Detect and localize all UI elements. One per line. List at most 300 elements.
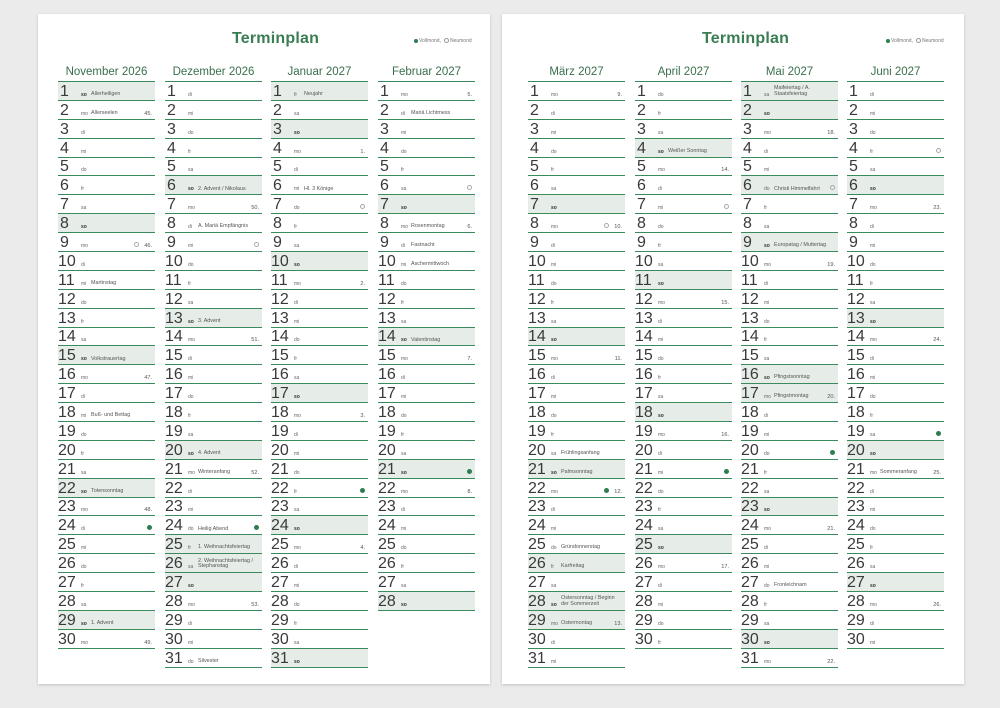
day-number: 7 [637,196,646,214]
holiday-label: Maifeiertag / A. Staatsfeiertag [774,85,810,98]
month-column [271,64,368,668]
week-number: 47. [144,375,152,382]
weekday-label: mo [551,488,558,495]
day-row [271,611,368,630]
day-number: 27 [847,574,865,592]
day-row [378,384,475,403]
day-row [378,592,475,611]
day-row [58,309,155,328]
day-row [378,101,475,120]
weekday-label: so [294,526,300,533]
week-number: 1. [360,148,365,155]
weekday-label: so [81,224,87,231]
day-number: 29 [58,611,76,629]
weekday-label: mi [658,205,664,212]
day-number: 10 [741,252,759,270]
weekday-label: mo [551,224,558,231]
legend-new-label: Neumond [449,38,472,44]
day-number: 22 [635,479,653,497]
day-number: 6 [273,177,282,195]
day-row [528,498,625,517]
weekday-label: di [870,224,874,231]
day-row [528,346,625,365]
weekday-label: mo [551,620,558,627]
day-number: 11 [528,271,545,289]
day-number: 5 [637,158,646,176]
day-row [58,516,155,535]
day-number: 25 [378,536,396,554]
day-number: 8 [637,215,646,233]
week-number: 46. [144,243,152,250]
weekday-label: mi [658,469,664,476]
day-number: 20 [847,441,865,459]
weekday-label: sa [764,620,770,627]
weekday-label: fr [401,299,405,306]
day-number: 1 [743,82,752,100]
weekday-label: di [551,110,555,117]
day-number: 2 [273,101,282,119]
weekday-label: fr [658,110,662,117]
day-row [528,592,625,611]
day-number: 14 [58,328,76,346]
weekday-label: di [81,394,85,401]
day-row [165,214,262,233]
day-row [271,158,368,177]
day-number: 19 [271,422,289,440]
day-row [741,422,838,441]
holiday-label: Europatag / Muttertag [774,242,827,249]
weekday-label: so [81,620,87,627]
day-number: 15 [528,347,546,365]
day-number: 19 [165,422,183,440]
day-row [847,422,944,441]
day-row [378,365,475,384]
new-moon-icon [724,204,729,209]
day-number: 6 [167,177,176,195]
weekday-label: so [401,469,407,476]
weekday-label: do [188,394,194,401]
day-number: 11 [847,271,864,289]
day-list [528,82,625,668]
day-row [847,346,944,365]
day-number: 4 [637,139,646,157]
month-name: Mai 2027 [741,64,838,82]
day-number: 23 [741,498,759,516]
weekday-label: di [764,545,768,552]
day-row [165,611,262,630]
day-row [528,158,625,177]
day-number: 25 [635,536,653,554]
weekday-label: fr [870,413,874,420]
weekday-label: mi [551,658,557,665]
day-row [58,403,155,422]
weekday-label: fr [870,148,874,155]
day-row [847,365,944,384]
day-row [528,139,625,158]
day-row [528,384,625,403]
day-row [847,309,944,328]
weekday-label: sa [401,450,407,457]
day-row [378,176,475,195]
legend-full-label: Vollmond, [419,38,441,44]
weekday-label: so [658,545,664,552]
month-name: Januar 2027 [271,64,368,82]
day-row [635,441,732,460]
weekday-label: so [188,186,194,193]
weekday-label: di [551,375,555,382]
new-moon-icon [254,242,259,247]
day-row [165,82,262,101]
day-row [847,403,944,422]
day-number: 14 [271,328,289,346]
day-number: 29 [165,611,183,629]
day-row [528,460,625,479]
weekday-label: mi [870,375,876,382]
full-moon-icon [830,450,835,455]
weekday-label: sa [401,318,407,325]
day-number: 7 [380,196,389,214]
weekday-label: sa [188,431,194,438]
day-row [635,516,732,535]
day-row [528,630,625,649]
day-number: 8 [530,215,539,233]
day-number: 14 [847,328,865,346]
day-number: 16 [847,366,865,384]
day-row [58,271,155,290]
weekday-label: sa [764,356,770,363]
holiday-label: Mariä Lichtmess [411,109,451,116]
weekday-label: mo [764,261,771,268]
day-row [528,479,625,498]
weekday-label: do [81,564,87,571]
day-number: 8 [273,215,282,233]
weekday-label: so [81,91,87,98]
weekday-label: so [551,469,557,476]
day-row [271,290,368,309]
day-row [58,365,155,384]
month-name: März 2027 [528,64,625,82]
holiday-label: Fronleichnam [774,582,807,589]
full-moon-icon [604,488,609,493]
weekday-label: so [551,205,557,212]
day-number: 28 [58,592,76,610]
day-row [528,290,625,309]
day-number: 27 [271,574,289,592]
day-number: 29 [635,611,653,629]
day-number: 20 [528,441,546,459]
weekday-label: sa [658,526,664,533]
weekday-label: do [401,545,407,552]
week-number: 20. [827,394,835,401]
weekday-label: do [764,318,770,325]
day-number: 28 [271,592,289,610]
day-number: 24 [741,517,759,535]
weekday-label: do [551,545,557,552]
day-number: 7 [530,196,539,214]
day-row [635,498,732,517]
week-number: 26. [933,601,941,608]
weekday-label: do [81,167,87,174]
holiday-label: Winteranfang [198,468,231,475]
weekday-label: di [188,91,192,98]
day-row [635,195,732,214]
holiday-label: Palmsonntag [561,468,593,475]
day-row [741,233,838,252]
day-number: 20 [58,441,76,459]
weekday-label: fr [81,318,85,325]
day-number: 25 [271,536,289,554]
day-number: 9 [637,234,646,252]
day-number: 12 [271,290,289,308]
day-row [528,101,625,120]
day-number: 5 [273,158,282,176]
weekday-label: mi [870,639,876,646]
day-row [378,346,475,365]
day-number: 6 [60,177,69,195]
weekday-label: mo [188,469,195,476]
day-row [165,479,262,498]
holiday-label: Pfingstmontag [774,393,809,400]
weekday-label: di [658,450,662,457]
weekday-label: so [764,375,770,382]
weekday-label: di [81,261,85,268]
day-row [271,101,368,120]
weekday-label: do [81,299,87,306]
day-number: 13 [847,309,865,327]
day-row [847,82,944,101]
day-row [635,611,732,630]
weekday-label: mi [764,431,770,438]
weekday-label: so [294,129,300,136]
day-row [741,158,838,177]
weekday-label: do [551,413,557,420]
day-number: 25 [528,536,546,554]
weekday-label: so [188,318,194,325]
day-number: 2 [743,101,752,119]
weekday-label: fr [188,148,192,155]
day-number: 31 [741,649,759,667]
day-row [58,328,155,347]
week-number: 45. [144,110,152,117]
new-moon-icon [936,148,941,153]
day-row [271,120,368,139]
weekday-label: do [658,224,664,231]
weekday-label: mi [81,280,87,287]
weekday-label: mi [294,450,300,457]
day-number: 27 [165,574,183,592]
day-number: 4 [743,139,752,157]
weekday-label: fr [764,337,768,344]
weekday-label: sa [81,337,87,344]
day-row [58,460,155,479]
weekday-label: mo [870,205,877,212]
day-row [741,384,838,403]
day-number: 16 [528,366,546,384]
day-row [847,252,944,271]
day-number: 3 [530,120,539,138]
day-number: 10 [847,252,865,270]
holiday-label: Martinstag [91,280,117,286]
holiday-label: Ostersonntag / Beginn der Sommerzeit [561,595,615,608]
weekday-label: sa [81,205,87,212]
weekday-label: mo [81,110,88,117]
month-column [58,64,155,649]
weekday-label: di [658,318,662,325]
day-number: 18 [741,404,759,422]
week-number: 50. [251,205,259,212]
day-row [847,139,944,158]
day-row [58,195,155,214]
weekday-label: so [870,583,876,590]
weekday-label: so [764,639,770,646]
weekday-label: fr [188,413,192,420]
weekday-label: mi [764,299,770,306]
day-row [58,611,155,630]
weekday-label: di [551,639,555,646]
day-row [271,403,368,422]
weekday-label: mi [188,639,194,646]
day-number: 5 [743,158,752,176]
holiday-label: 1. Weihnachtsfeiertag [198,544,251,551]
day-row [741,365,838,384]
weekday-label: do [870,394,876,401]
day-number: 21 [635,460,653,478]
week-number: 24. [933,337,941,344]
full-moon-icon [936,431,941,436]
weekday-label: so [294,261,300,268]
weekday-label: sa [870,431,876,438]
day-row [847,158,944,177]
weekday-label: fr [401,431,405,438]
calendar-page-left [38,14,490,684]
day-number: 22 [271,479,289,497]
day-row [847,573,944,592]
day-number: 23 [58,498,76,516]
holiday-label: Heilig Abend [198,525,229,532]
weekday-label: so [764,507,770,514]
day-row [741,290,838,309]
day-row [847,535,944,554]
weekday-label: mo [658,299,665,306]
day-number: 16 [271,366,289,384]
weekday-label: do [551,148,557,155]
month-column [741,64,838,668]
weekday-label: sa [551,450,557,457]
day-row [635,403,732,422]
day-row [741,460,838,479]
day-row [271,233,368,252]
weekday-label: di [401,375,405,382]
day-number: 4 [60,139,69,157]
day-row [378,139,475,158]
weekday-label: fr [551,167,555,174]
day-row [271,516,368,535]
day-row [165,460,262,479]
day-number: 18 [378,404,396,422]
day-row [635,479,732,498]
day-number: 19 [847,422,865,440]
day-row [741,479,838,498]
weekday-label: do [188,261,194,268]
day-row [271,82,368,101]
day-row [528,176,625,195]
day-row [635,592,732,611]
week-number: 51. [251,337,259,344]
day-row [378,403,475,422]
day-row [378,82,475,101]
day-row [741,516,838,535]
day-number: 4 [273,139,282,157]
weekday-label: mi [551,261,557,268]
day-row [741,214,838,233]
day-row [165,554,262,573]
new-moon-icon [134,242,139,247]
weekday-label: di [764,413,768,420]
day-row [528,516,625,535]
weekday-label: sa [658,261,664,268]
day-number: 18 [528,404,546,422]
day-number: 20 [165,441,183,459]
day-number: 2 [849,101,858,119]
moon-legend [886,38,944,44]
month-name: November 2026 [58,64,155,82]
day-number: 7 [743,196,752,214]
day-list [271,82,368,668]
day-number: 9 [380,234,389,252]
day-number: 5 [167,158,176,176]
weekday-label: mo [81,375,88,382]
day-row [271,271,368,290]
day-number: 9 [167,234,176,252]
day-row [528,271,625,290]
day-row [635,535,732,554]
day-row [528,214,625,233]
weekday-label: sa [294,375,300,382]
day-row [165,101,262,120]
weekday-label: mi [401,394,407,401]
day-number: 22 [58,479,76,497]
weekday-label: fr [81,186,85,193]
day-row [847,120,944,139]
weekday-label: di [81,129,85,136]
day-row [741,252,838,271]
weekday-label: do [188,526,194,533]
day-number: 14 [378,328,396,346]
holiday-label: 1. Advent [91,620,114,627]
day-number: 14 [528,328,546,346]
day-row [635,139,732,158]
day-row [635,365,732,384]
day-row [741,346,838,365]
holiday-label: Totensonntag [91,487,124,494]
day-number: 6 [637,177,646,195]
weekday-label: mi [81,148,87,155]
day-number: 31 [165,649,183,667]
day-number: 28 [528,592,546,610]
day-row [847,176,944,195]
day-row [58,290,155,309]
weekday-label: di [294,167,298,174]
weekday-label: fr [551,564,555,571]
weekday-label: sa [294,243,300,250]
legend-full-label: Vollmond, [891,38,913,44]
holiday-label: Rosenmontag [411,223,445,230]
holiday-label: Buß- und Bettag [91,412,131,419]
weekday-label: mi [658,337,664,344]
day-row [271,498,368,517]
weekday-label: di [551,243,555,250]
day-row [58,176,155,195]
